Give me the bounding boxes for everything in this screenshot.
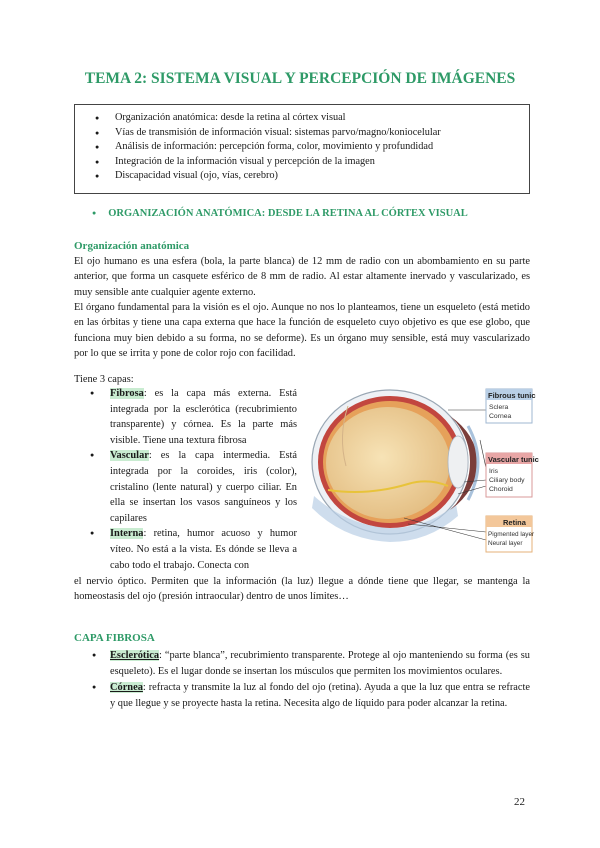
- paragraph-2: El órgano fundamental para la visión es el ojo. Aunque no nos lo planteamos, tiene un esqueleto (está metido en las órbitas y tiene una capa externa que hace la función de esqueleto cuyo objetivo es que ese globo, que funciona muy bien debido a su forma, no se deforme). Es un órgano muy sensible, está muy vascularizado por lo que se irrita y pone de color rojo con facilidad.: [74, 302, 530, 360]
- layer-item-vascular: [90, 448, 297, 526]
- topic-item: ● Discapacidad visual (ojo, vías, cerebro): [89, 169, 521, 184]
- section-heading: [92, 208, 468, 219]
- fibrosa-text: : “parte blanca”, recubrimiento transparente. Protege al ojo manteniendo su forma (es su esqueleto). Es el lugar donde se insertan los músculos que permiten los movimientos oculares.: [110, 650, 530, 677]
- fibrosa-list: [92, 648, 530, 712]
- legend-label: Pigmented layer: [488, 531, 535, 538]
- topic-item: ● Vías de transmisión de información visual: sistemas parvo/magno/koniocelular: [89, 126, 521, 141]
- paragraph-1: El ojo humano es una esfera (bola, la parte blanca) de 12 mm de radio con un abombamiento en su parte anterior, que forma un casquete esférico de 8 mm de radio. Al estar altamente inervado y vascularizado, es muy sensible ante cualquier agente externo.: [74, 256, 530, 298]
- section-heading-text: ORGANIZACIÓN ANATÓMICA: DESDE LA RETINA AL CÓRTEX VISUAL: [108, 208, 468, 219]
- fibrosa-term: Esclerótica: [110, 650, 160, 661]
- legend-group-title: Fibrous tunic: [488, 391, 536, 400]
- legend-label: Choroid: [489, 486, 513, 493]
- page-title: TEMA 2: SISTEMA VISUAL Y PERCEPCIÓN DE IMÁGENES: [84, 70, 516, 87]
- layer-text: : es la capa más externa. Está integrada por la esclerótica (recubrimiento transparente) y córnea. Es la parte más visible. Tiene una textura fibrosa: [110, 388, 297, 446]
- eye-cross-section: [308, 376, 539, 556]
- legend-label: Ciliary body: [489, 477, 525, 484]
- legend-label: Sclera: [489, 404, 509, 411]
- legend-label: Cornea: [489, 413, 512, 420]
- fibrosa-item-esclerotica: [92, 648, 530, 679]
- fibrosa-text: : refracta y transmite la luz al fondo del ojo (retina). Ayuda a que la luz que entra se refracte y que llegue y se proyecte hasta la retina. Necesita algo de líquido para poder alcanzar la retina.: [110, 682, 530, 709]
- legend-group-title: Vascular tunic: [488, 455, 539, 464]
- legend-label: Iris: [489, 468, 499, 475]
- layer-text: : retina, humor acuoso y humor víteo. No está a la vista. Es dónde se lleva a cabo todo el trabajo. Conecta con: [110, 528, 297, 571]
- eye-diagram: [308, 376, 539, 556]
- layer-term: Vascular: [110, 450, 149, 462]
- layer-item-interna: [90, 526, 297, 573]
- fibrosa-term: Córnea: [110, 682, 143, 694]
- topic-item: ● Análisis de información: percepción forma, color, movimiento y profundidad: [89, 140, 521, 155]
- topic-item: ● Integración de la información visual y percepción de la imagen: [89, 155, 521, 170]
- layer-text: : es la capa intermedia. Está integrada por la coroides, iris (color), cristalino (lente natural) y cuerpo ciliar. En ella se insertan los vasos sanguíneos y los capilares: [110, 450, 297, 524]
- layer-item-fibrosa: [90, 386, 297, 448]
- bullet-icon: ●: [92, 209, 97, 217]
- capa-fibrosa-heading: CAPA FIBROSA: [74, 632, 155, 644]
- subheading: Organización anatómica: [74, 240, 190, 252]
- layer-term: Fibrosa: [110, 388, 144, 399]
- fibrosa-item-cornea: [92, 680, 530, 711]
- layers-intro: Tiene 3 capas:: [74, 374, 134, 385]
- legend-label: Neural layer: [488, 540, 523, 547]
- page-number: 22: [514, 796, 525, 808]
- layer-term: Interna: [110, 528, 144, 540]
- topic-item: ● Organización anatómica: desde la retina al córtex visual: [89, 111, 521, 126]
- topics-box: [74, 104, 530, 194]
- legend-group-title: Retina: [503, 518, 526, 527]
- layers-continuation: el nervio óptico. Permiten que la información (la luz) llegue a dónde tiene que llegar, se mantenga la homeostasis del ojo (presión intraocular) dentro de unos límites…: [74, 576, 530, 603]
- layers-list: [90, 386, 297, 573]
